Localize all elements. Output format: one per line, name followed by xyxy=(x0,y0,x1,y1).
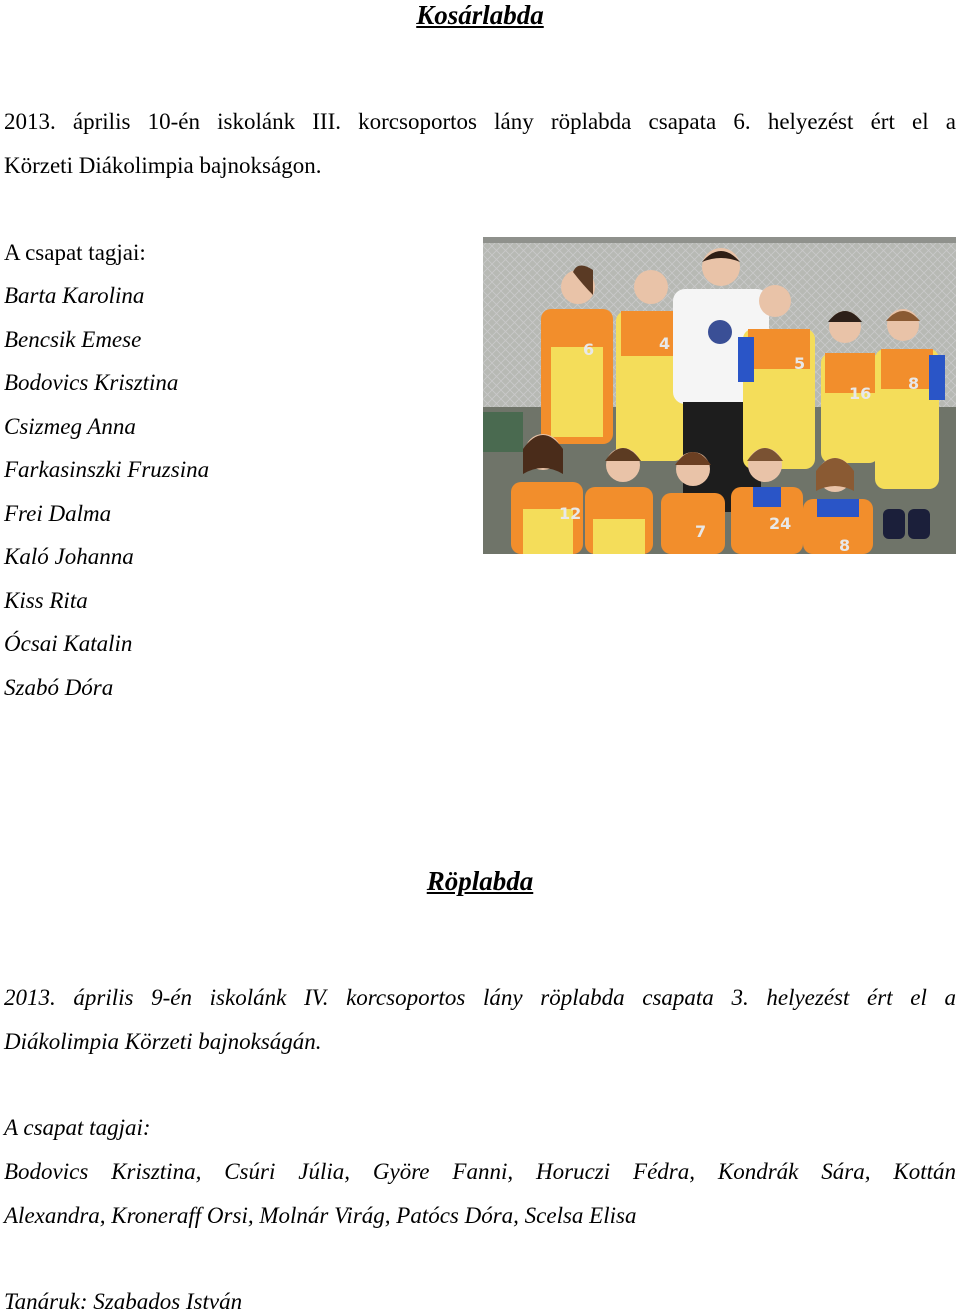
basketball-title: Kosárlabda xyxy=(416,0,544,30)
basketball-result-line1: 2013. április 10-én iskolánk III. korcsoportos lány röplabda csapata 6. helyezést ért el a xyxy=(4,109,956,134)
member-name: Bencsik Emese xyxy=(4,327,142,352)
member-name: Szabó Dóra xyxy=(4,675,114,700)
team-photo xyxy=(483,237,956,554)
basketball-result-text xyxy=(4,100,956,188)
basketball-members-heading: A csapat tagjai: xyxy=(4,240,146,265)
member-name: Csizmeg Anna xyxy=(4,414,136,439)
volleyball-members-line2: Alexandra, Kroneraff Orsi, Molnár Virág, Patócs Dóra, Scelsa Elisa xyxy=(4,1203,637,1228)
jersey-number: 24 xyxy=(769,514,792,533)
volleyball-members-line1: Bodovics Krisztina, Csúri Júlia, Györe Fanni, Horuczi Fédra, Kondrák Sára, Kottán xyxy=(4,1159,956,1184)
member-name: Kiss Rita xyxy=(4,588,88,613)
volleyball-result-line1: 2013. április 9-én iskolánk IV. korcsoportos lány röplabda csapata 3. helyezést ért el a xyxy=(4,985,956,1010)
jersey-number: 8 xyxy=(839,536,851,554)
member-name: Frei Dalma xyxy=(4,501,112,526)
volleyball-result-text xyxy=(4,976,956,1064)
volleyball-members xyxy=(4,1150,956,1238)
member-name: Barta Karolina xyxy=(4,283,145,308)
member-name: Farkasinszki Fruzsina xyxy=(4,457,210,482)
jersey-number: 12 xyxy=(559,504,582,523)
teacher-name: Tanáruk: Szabados István xyxy=(4,1289,243,1314)
jersey-number: 8 xyxy=(908,374,920,393)
volleyball-title: Röplabda xyxy=(426,866,534,896)
member-name: Bodovics Krisztina xyxy=(4,370,179,395)
member-name: Ócsai Katalin xyxy=(4,631,133,656)
jersey-number: 5 xyxy=(794,354,806,373)
jersey-number: 7 xyxy=(695,522,707,541)
volleyball-members-heading: A csapat tagjai: xyxy=(4,1115,151,1140)
jersey-number: 4 xyxy=(659,334,671,353)
basketball-result-line2: Körzeti Diákolimpia bajnokságon. xyxy=(4,153,322,178)
jersey-number: 6 xyxy=(583,340,595,359)
volleyball-result-line2: Diákolimpia Körzeti bajnokságán. xyxy=(4,1029,322,1054)
member-name: Kaló Johanna xyxy=(4,544,134,569)
jersey-number: 16 xyxy=(849,384,872,403)
